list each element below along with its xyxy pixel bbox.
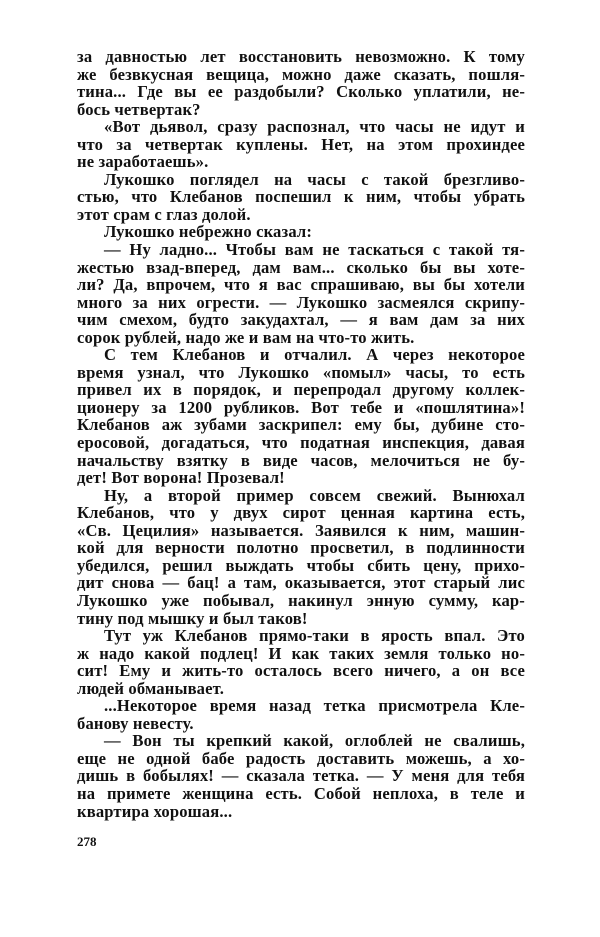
text-line: банову невесту. xyxy=(77,713,194,733)
text-line: этот срам с глаз долой. xyxy=(77,204,251,224)
text-line: Ну, а второй пример совсем свежий. Вынюхал xyxy=(104,485,525,505)
text-line: за давностью лет восстановить невозможно. К тому xyxy=(77,47,525,66)
text-line: время узнал, что Лукошко «помыл» часы, то есть xyxy=(77,362,525,382)
text-line: Лукошко уже побывал, накинул энную сумму, кар- xyxy=(77,590,525,610)
text-line: «Св. Цецилия» называется. Заявился к ним, машин- xyxy=(77,520,525,540)
text-line: ...Некоторое время назад тетка присмотрела Кле- xyxy=(104,696,525,716)
text-line: ционеру за 1200 рубликов. Вот тебе и «пошлятина»! xyxy=(77,397,525,417)
text-line: ли? Да, впрочем, что я вас спрашиваю, вы бы хотели xyxy=(77,275,525,295)
text-line: сорок рублей, надо же и вам на что-то жить. xyxy=(77,327,415,347)
text-line: тину под мышку и был таков! xyxy=(77,608,308,628)
text-line: Лукошко небрежно сказал: xyxy=(104,222,313,242)
text-line: стью, что Клебанов поспешил к ним, чтобы убрать xyxy=(77,187,525,207)
text-line: дит снова — бац! а там, оказывается, этот старый лис xyxy=(77,573,525,593)
text-line: сит! Ему и жить-то осталось всего ничего, а он все xyxy=(77,661,525,681)
text-line: же безвкусная вещица, можно даже сказать, пошля- xyxy=(77,64,525,84)
text-line: чим смехом, будто закудахтал, — я вам дам за них xyxy=(77,310,525,330)
page-number: 278 xyxy=(77,834,97,849)
text-line: жестью взад-вперед, дам вам... сколько бы вы хоте- xyxy=(77,257,525,277)
text-line: Клебанов, что у двух сирот ценная картина есть, xyxy=(77,503,525,523)
text-line: Клебанов аж зубами заскрипел: ему бы, дубине сто- xyxy=(77,415,525,435)
text-line: еще не одной бабе радость доставить можешь, а хо- xyxy=(77,748,525,768)
text-line: дет! Вот ворона! Прозевал! xyxy=(77,468,285,488)
text-line: людей обманывает. xyxy=(77,678,224,698)
text-line: много за них огрести. — Лукошко засмеялся скрипу- xyxy=(77,292,525,312)
text-line: привел их в порядок, и перепродал другому коллек- xyxy=(77,380,525,400)
text-line: кой для верности полотно просветил, в подлинности xyxy=(77,538,525,558)
text-line: дишь в бобылях! — сказала тетка. — У меня для тебя xyxy=(77,766,525,786)
text-line: начальству взятку в виде часов, мелочиться не бу- xyxy=(77,450,525,470)
text-line: убедился, решил выждать чтобы сбить цену, прихо- xyxy=(77,555,525,575)
text-line: — Вон ты крепкий какой, оглоблей не свалишь, xyxy=(104,731,525,751)
text-line: тина... Где вы ее раздобыли? Сколько уплатили, не- xyxy=(77,82,525,102)
text-line: не заработаешь». xyxy=(77,152,209,172)
text-line: С тем Клебанов и отчалил. А через некоторое xyxy=(104,345,525,365)
text-line: квартира хорошая... xyxy=(77,801,233,821)
text-line: на примете женщина есть. Собой неплоха, в теле и xyxy=(77,783,525,803)
text-line: ж надо какой подлец! И как таких земля только но- xyxy=(77,643,525,663)
book-page-text xyxy=(77,48,525,820)
text-line: — Ну ладно... Чтобы вам не таскаться с такой тя- xyxy=(104,240,525,260)
text-line: «Вот дьявол, сразу распознал, что часы не идут и xyxy=(104,117,525,137)
text-line: бось четвертак? xyxy=(77,99,201,119)
text-line: Лукошко поглядел на часы с такой брезгливо- xyxy=(104,169,525,189)
text-line: еросовой, догадаться, что податная инспекция, давая xyxy=(77,433,525,453)
text-line: Тут уж Клебанов прямо-таки в ярость впал. Это xyxy=(104,626,525,646)
text-line: что за четвертак куплены. Нет, на этом прохиндее xyxy=(77,134,525,154)
